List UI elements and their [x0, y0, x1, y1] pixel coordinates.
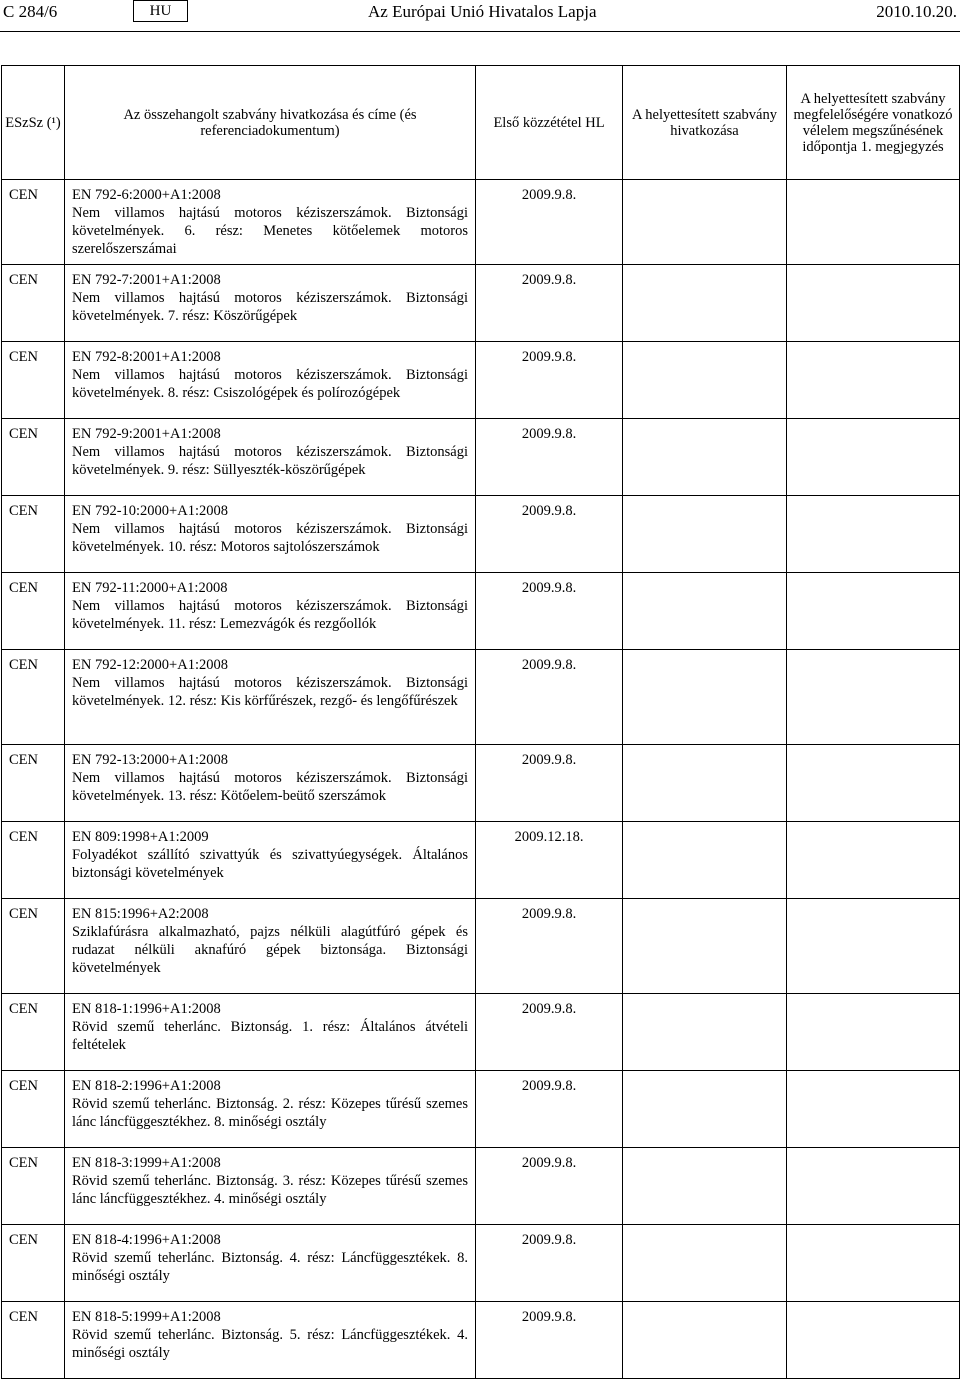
row-superseded-standard [623, 1302, 787, 1379]
column-header-reference-title: Az összehangolt szabvány hivatkozása és címe (és referenciadokumentum) [65, 66, 476, 180]
row-reference [65, 1225, 476, 1302]
standard-title: Rövid szemű teherlánc. Biztonság. 5. rész: Láncfüggesztékek. 4. minőségi osztály [72, 1327, 468, 1361]
standard-title: Folyadékot szállító szivattyúk és szivattyúegységek. Általános biztonsági követelmények [72, 847, 468, 881]
column-header-first-publication: Első közzététel HL [476, 66, 623, 180]
row-organization: CEN [2, 1225, 65, 1302]
standard-code: EN 815:1996+A2:2008 [72, 906, 209, 922]
row-first-publication: 2009.9.8. [476, 419, 623, 496]
page-number: C 284/6 [3, 2, 58, 21]
row-reference [65, 1148, 476, 1225]
table-row [2, 1302, 960, 1379]
row-first-publication: 2009.9.8. [476, 1148, 623, 1225]
table-row [2, 899, 960, 994]
row-cessation-date [787, 1071, 960, 1148]
row-superseded-standard [623, 994, 787, 1071]
row-reference [65, 573, 476, 650]
row-first-publication: 2009.9.8. [476, 1302, 623, 1379]
row-cessation-date [787, 265, 960, 342]
row-cessation-date [787, 180, 960, 265]
column-header-eszsz: ESzSz (¹) [2, 66, 65, 180]
table-row [2, 180, 960, 265]
table-row [2, 496, 960, 573]
row-reference [65, 745, 476, 822]
row-superseded-standard [623, 1071, 787, 1148]
row-cessation-date [787, 342, 960, 419]
standard-title: Rövid szemű teherlánc. Biztonság. 2. rész: Közepes tűrésű szemes lánc láncfüggesztékhez. 8. minőségi osztály [72, 1096, 468, 1130]
row-organization: CEN [2, 573, 65, 650]
row-reference [65, 1071, 476, 1148]
row-reference [65, 496, 476, 573]
standard-code: EN 818-2:1996+A1:2008 [72, 1078, 221, 1094]
standard-title: Nem villamos hajtású motoros kéziszerszámok. Biztonsági követelmények. 6. rész: Menetes kötőelemek motoros szerelőszerszámai [72, 205, 468, 257]
row-first-publication: 2009.9.8. [476, 650, 623, 745]
header-divider [0, 31, 960, 32]
row-organization: CEN [2, 496, 65, 573]
row-reference [65, 899, 476, 994]
row-organization: CEN [2, 265, 65, 342]
page-header [0, 0, 960, 30]
standard-code: EN 792-12:2000+A1:2008 [72, 657, 228, 673]
row-organization: CEN [2, 745, 65, 822]
table-header-row [2, 66, 960, 180]
standard-code: EN 818-5:1999+A1:2008 [72, 1309, 221, 1325]
standards-table [1, 65, 960, 1379]
row-first-publication: 2009.9.8. [476, 573, 623, 650]
row-organization: CEN [2, 342, 65, 419]
row-organization: CEN [2, 1071, 65, 1148]
row-organization: CEN [2, 899, 65, 994]
row-organization: CEN [2, 419, 65, 496]
row-reference [65, 265, 476, 342]
table-row [2, 650, 960, 745]
row-superseded-standard [623, 496, 787, 573]
table-row [2, 1071, 960, 1148]
row-first-publication: 2009.9.8. [476, 342, 623, 419]
row-first-publication: 2009.9.8. [476, 994, 623, 1071]
row-first-publication: 2009.9.8. [476, 1071, 623, 1148]
row-organization: CEN [2, 994, 65, 1071]
row-reference [65, 180, 476, 265]
row-first-publication: 2009.9.8. [476, 265, 623, 342]
row-first-publication: 2009.9.8. [476, 180, 623, 265]
row-cessation-date [787, 419, 960, 496]
standard-code: EN 792-13:2000+A1:2008 [72, 752, 228, 768]
row-cessation-date [787, 1225, 960, 1302]
row-cessation-date [787, 496, 960, 573]
standard-title: Nem villamos hajtású motoros kéziszerszámok. Biztonsági követelmények. 9. rész: Süllyeszték-köszörűgépek [72, 444, 468, 478]
standard-code: EN 792-10:2000+A1:2008 [72, 503, 228, 519]
standard-title: Nem villamos hajtású motoros kéziszerszámok. Biztonsági követelmények. 13. rész: Kötőelem-beütő szerszámok [72, 770, 468, 804]
row-superseded-standard [623, 342, 787, 419]
language-badge: HU [133, 0, 188, 22]
row-superseded-standard [623, 899, 787, 994]
table-row [2, 1225, 960, 1302]
standard-title: Rövid szemű teherlánc. Biztonság. 1. rész: Általános átvételi feltételek [72, 1019, 468, 1053]
row-superseded-standard [623, 1148, 787, 1225]
journal-title: Az Európai Unió Hivatalos Lapja [368, 2, 597, 21]
row-reference [65, 650, 476, 745]
standard-title: Rövid szemű teherlánc. Biztonság. 4. rész: Láncfüggesztékek. 8. minőségi osztály [72, 1250, 468, 1284]
row-cessation-date [787, 1148, 960, 1225]
row-cessation-date [787, 822, 960, 899]
row-reference [65, 342, 476, 419]
row-superseded-standard [623, 1225, 787, 1302]
standard-code: EN 818-1:1996+A1:2008 [72, 1001, 221, 1017]
standard-title: Rövid szemű teherlánc. Biztonság. 3. rész: Közepes tűrésű szemes lánc láncfüggesztékhez. 4. minőségi osztály [72, 1173, 468, 1207]
row-reference [65, 1302, 476, 1379]
standard-code: EN 792-9:2001+A1:2008 [72, 426, 221, 442]
standard-title: Nem villamos hajtású motoros kéziszerszámok. Biztonsági követelmények. 11. rész: Lemezvágók és rezgőollók [72, 598, 468, 632]
row-first-publication: 2009.9.8. [476, 1225, 623, 1302]
standard-title: Nem villamos hajtású motoros kéziszerszámok. Biztonsági követelmények. 7. rész: Köszörűgépek [72, 290, 468, 324]
row-organization: CEN [2, 650, 65, 745]
table-row [2, 1148, 960, 1225]
standard-title: Nem villamos hajtású motoros kéziszerszámok. Biztonsági követelmények. 10. rész: Motoros sajtolószerszámok [72, 521, 468, 555]
row-organization: CEN [2, 180, 65, 265]
row-cessation-date [787, 899, 960, 994]
standard-code: EN 809:1998+A1:2009 [72, 829, 209, 845]
table-body [2, 180, 960, 1379]
table-row [2, 342, 960, 419]
row-superseded-standard [623, 265, 787, 342]
row-superseded-standard [623, 419, 787, 496]
issue-date: 2010.10.20. [876, 2, 957, 21]
row-cessation-date [787, 994, 960, 1071]
row-reference [65, 822, 476, 899]
standard-code: EN 792-11:2000+A1:2008 [72, 580, 228, 596]
table-row [2, 822, 960, 899]
row-organization: CEN [2, 1302, 65, 1379]
row-reference [65, 994, 476, 1071]
row-first-publication: 2009.9.8. [476, 496, 623, 573]
row-cessation-date [787, 1302, 960, 1379]
standard-code: EN 792-6:2000+A1:2008 [72, 187, 221, 203]
standard-title: Nem villamos hajtású motoros kéziszerszámok. Biztonsági követelmények. 8. rész: Csiszológépek és polírozógépek [72, 367, 468, 401]
standard-code: EN 818-4:1996+A1:2008 [72, 1232, 221, 1248]
table-row [2, 265, 960, 342]
standard-code: EN 792-7:2001+A1:2008 [72, 272, 221, 288]
row-superseded-standard [623, 180, 787, 265]
row-cessation-date [787, 573, 960, 650]
row-organization: CEN [2, 822, 65, 899]
row-reference [65, 419, 476, 496]
row-cessation-date [787, 650, 960, 745]
row-organization: CEN [2, 1148, 65, 1225]
row-first-publication: 2009.12.18. [476, 822, 623, 899]
row-superseded-standard [623, 650, 787, 745]
standard-title: Sziklafúrásra alkalmazható, pajzs nélküli alagútfúró gépek és rudazat nélküli aknafúró gépek biztonsága. Biztonsági követelmények [72, 924, 468, 976]
row-superseded-standard [623, 573, 787, 650]
table-row [2, 745, 960, 822]
standard-code: EN 818-3:1999+A1:2008 [72, 1155, 221, 1171]
standard-code: EN 792-8:2001+A1:2008 [72, 349, 221, 365]
standard-title: Nem villamos hajtású motoros kéziszerszámok. Biztonsági követelmények. 12. rész: Kis körfűrészek, rezgő- és lengőfűrészek [72, 675, 468, 709]
table-row [2, 994, 960, 1071]
row-first-publication: 2009.9.8. [476, 899, 623, 994]
row-first-publication: 2009.9.8. [476, 745, 623, 822]
table-row [2, 573, 960, 650]
table-row [2, 419, 960, 496]
row-superseded-standard [623, 822, 787, 899]
column-header-cessation-date: A helyettesített szabvány megfelelőségére vonatkozó vélelem megszűnésének időpontja 1. megjegyzés [787, 66, 960, 180]
row-superseded-standard [623, 745, 787, 822]
column-header-superseded-standard: A helyettesített szabvány hivatkozása [623, 66, 787, 180]
row-cessation-date [787, 745, 960, 822]
